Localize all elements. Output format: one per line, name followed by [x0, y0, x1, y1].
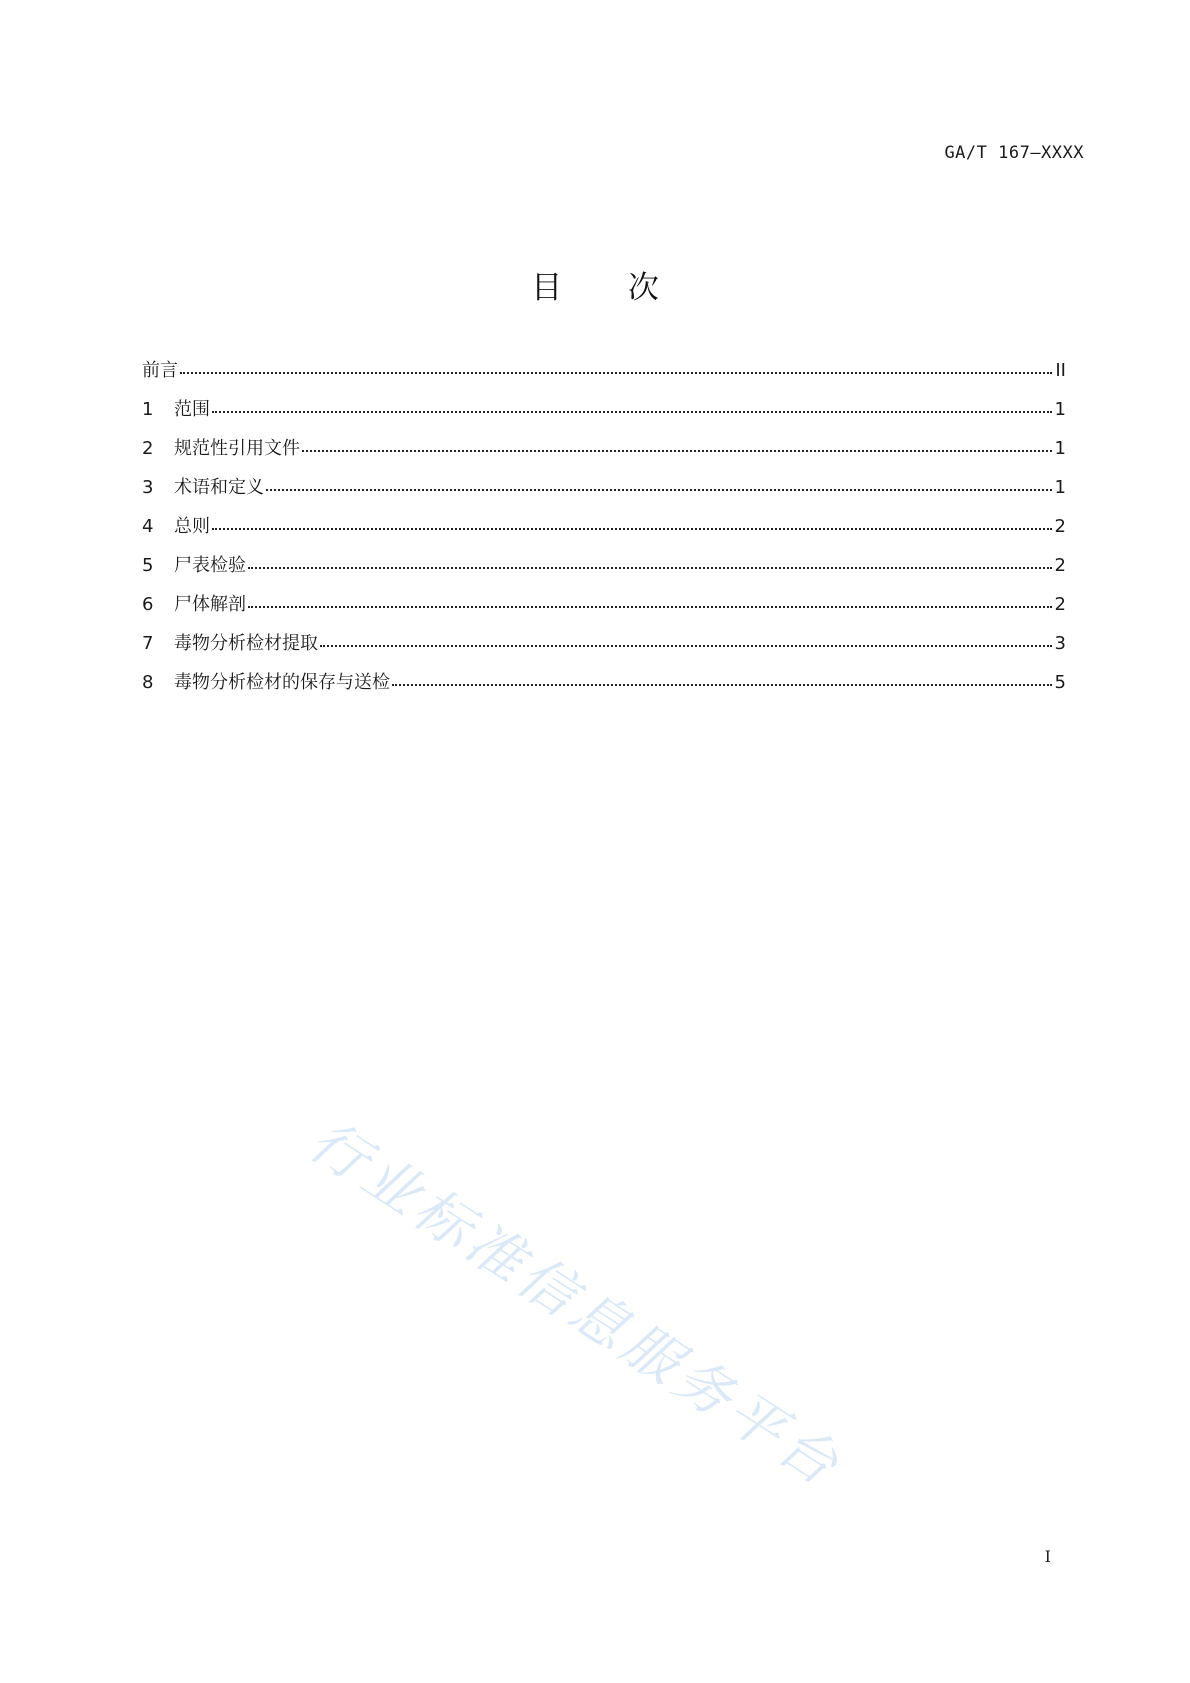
- toc-entry-number: 1: [142, 399, 154, 420]
- toc-leader-dots: [212, 524, 1052, 530]
- toc-entry-label: 规范性引用文件: [174, 438, 300, 459]
- toc-entry-page: 5: [1054, 672, 1066, 693]
- toc-entry-page: 3: [1054, 633, 1066, 654]
- toc-entry-3[interactable]: [142, 477, 1066, 516]
- toc-entry-number: 3: [142, 477, 154, 498]
- toc-entry-page: 2: [1054, 516, 1066, 537]
- toc-leader-dots: [266, 485, 1052, 491]
- toc-entry-8[interactable]: [142, 672, 1066, 711]
- toc-entry-7[interactable]: [142, 633, 1066, 672]
- toc-entry-number: 6: [142, 594, 154, 615]
- toc-entry-label: 范围: [174, 399, 210, 420]
- page-number: I: [1044, 1547, 1051, 1566]
- toc-entry-label: 尸表检验: [174, 555, 246, 576]
- toc-entry-4[interactable]: [142, 516, 1066, 555]
- toc-entry-number: 8: [142, 672, 154, 693]
- toc-entry-5[interactable]: [142, 555, 1066, 594]
- toc-entry-page: 2: [1054, 555, 1066, 576]
- toc-entry-1[interactable]: [142, 399, 1066, 438]
- toc-leader-dots: [180, 368, 1052, 374]
- toc-entry-label: 尸体解剖: [174, 594, 246, 615]
- toc-leader-dots: [248, 563, 1052, 569]
- toc-entry-page: 1: [1054, 477, 1066, 498]
- watermark-text: 行业标准信息服务平台: [297, 1108, 854, 1501]
- toc-entry-label: 毒物分析检材提取: [174, 633, 318, 654]
- toc-entry-number: 2: [142, 438, 154, 459]
- toc-entry-number: 4: [142, 516, 154, 537]
- toc-leader-dots: [212, 407, 1052, 413]
- toc-entry-label: 总则: [174, 516, 210, 537]
- toc-title: 目 次: [531, 270, 687, 306]
- toc-leader-dots: [320, 641, 1052, 647]
- toc-entry-number: 7: [142, 633, 154, 654]
- document-code: GA/T 167—XXXX: [944, 143, 1084, 163]
- toc-entry-label: 术语和定义: [174, 477, 264, 498]
- toc-entry-page: 1: [1054, 399, 1066, 420]
- toc-entry-page: 2: [1054, 594, 1066, 615]
- toc-entry-page: II: [1055, 360, 1066, 381]
- toc-leader-dots: [248, 602, 1052, 608]
- toc-leader-dots: [392, 680, 1052, 686]
- toc-entry-6[interactable]: [142, 594, 1066, 633]
- toc-entry-page: 1: [1054, 438, 1066, 459]
- toc-entry-label: 前言: [142, 360, 178, 381]
- toc-entry-foreword[interactable]: [142, 360, 1066, 399]
- table-of-contents: [142, 360, 1066, 711]
- toc-entry-label: 毒物分析检材的保存与送检: [174, 672, 390, 693]
- toc-entry-number: 5: [142, 555, 154, 576]
- toc-leader-dots: [302, 446, 1052, 452]
- toc-entry-2[interactable]: [142, 438, 1066, 477]
